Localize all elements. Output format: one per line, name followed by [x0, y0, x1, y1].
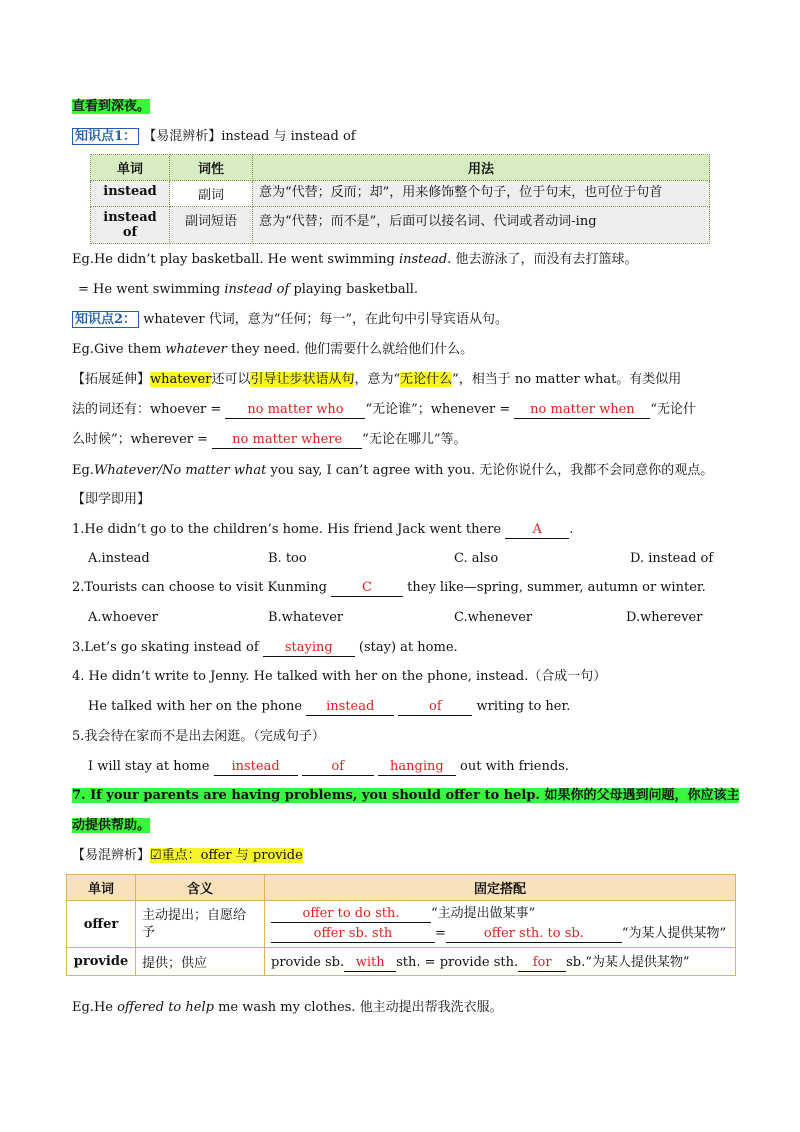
practice-title: 【即学即用】 — [72, 492, 151, 507]
ext-text-2: 还可以 — [211, 372, 251, 387]
diff2-key: ☑重点：offer 与 provide — [150, 848, 303, 863]
q4-end: writing to her. — [472, 699, 571, 714]
question-3 — [72, 638, 458, 658]
t2-header-word: 单词 — [67, 875, 136, 901]
s7-text-2: 动提供帮助。 — [72, 818, 151, 833]
eg4-text: me wash my clothes. 他主动提出帮我洗衣服。 — [213, 1000, 503, 1015]
t2-meaning-provide: 提供；供应 — [136, 948, 265, 976]
offer-meaning-2: “为某人提供某物” — [621, 926, 727, 941]
t1-header-usage: 用法 — [253, 155, 710, 181]
t2-collocation-offer — [265, 901, 736, 948]
q4-stem: He talked with her on the phone — [88, 699, 307, 714]
ext-l2a: 法的词还有：whoever = — [72, 402, 226, 417]
extension-line-2 — [72, 400, 696, 420]
t2-word-provide: provide — [67, 948, 136, 976]
kp1-text: 【易混辨析】instead 与 instead of — [143, 129, 356, 144]
example-4 — [72, 998, 503, 1018]
eg4-italic: offered to help — [117, 1000, 214, 1015]
eg2-text: Eg.Give them — [72, 342, 166, 357]
eg3-text: you say, I can’t agree with you. 无论你说什么，我都不会同意你的观点。 — [266, 463, 714, 478]
offer-meaning-1: “主动提出做某事” — [431, 906, 536, 921]
ext-hl-clause: 引导让步状语从句 — [250, 372, 355, 387]
q1-option-c: C. also — [454, 551, 499, 566]
example-1b — [78, 280, 418, 300]
eg1b-end: playing basketball. — [289, 282, 419, 297]
ext-answer-whoever: no matter who — [225, 402, 365, 419]
example-3 — [72, 461, 713, 481]
ext-label: 【拓展延伸】 — [72, 372, 151, 387]
q2-end: they like—spring, summer, autumn or winter. — [403, 580, 706, 595]
q2-option-b: B.whatever — [268, 610, 344, 625]
offer-provide-table — [66, 874, 736, 976]
question-1 — [72, 520, 573, 540]
q1-option-d: D. instead of — [630, 551, 714, 566]
ext-hl-meaning: 无论什么 — [400, 372, 453, 387]
t2-header-meaning: 含义 — [136, 875, 265, 901]
question-4-answer-line — [88, 697, 570, 717]
extension-line-3 — [72, 430, 466, 450]
t2-meaning-offer: 主动提出；自愿给予 — [136, 901, 265, 948]
t1-header-word: 单词 — [91, 155, 170, 181]
s7-text-1: 7. If your parents are having problems, you should offer to help. 如果你的父母遇到问题，你应该主 — [72, 788, 740, 803]
q1-stem: 1.He didn’t go to the children’s home. His friend Jack went there — [72, 522, 506, 537]
offer-answer-2: offer sb. sth — [271, 926, 435, 943]
eg3-italic: Whatever/No matter what — [93, 463, 267, 478]
q1-option-a: A.instead — [88, 551, 150, 566]
example-2 — [72, 340, 473, 360]
q2-answer: C — [331, 580, 403, 597]
question-4: 4. He didn’t write to Jenny. He talked with her on the phone, instead.（合成一句） — [72, 669, 607, 684]
q5-end: out with friends. — [455, 759, 569, 774]
q4-answer-2: of — [398, 699, 472, 716]
q5-answer-2: of — [302, 759, 374, 776]
example-1a — [72, 250, 637, 270]
t1-header-pos: 词性 — [170, 155, 253, 181]
t1-usage-instead: 意为“代替；反而；却”，用来修饰整个句子，位于句末，也可位于句首 — [253, 181, 710, 207]
t2-collocation-provide — [265, 948, 736, 976]
q5-answer-3: hanging — [378, 759, 456, 776]
provide-answer-1: with — [344, 955, 396, 972]
q3-stem: 3.Let’s go skating instead of — [72, 640, 263, 655]
q2-option-c: C.whenever — [454, 610, 533, 625]
offer-answer-1: offer to do sth. — [271, 906, 431, 923]
eg1a-italic: instead. — [398, 252, 452, 267]
t1-word-instead-of: instead of — [91, 207, 170, 244]
ext-text-4: ”，相当于 no matter what。有类似用 — [452, 372, 682, 387]
q3-answer: staying — [263, 640, 355, 657]
ext-text-3: ，意为“ — [354, 372, 401, 387]
provide-text-1: provide sb. — [271, 955, 345, 970]
kp2-text: whatever 代词，意为“任何；每一”，在此句中引导宾语从句。 — [143, 312, 509, 327]
question-5: 5.我会待在家而不是出去闲逛。（完成句子） — [72, 729, 325, 744]
ext-hl-whatever: whatever — [150, 372, 212, 387]
q2-option-a: A.whoever — [88, 610, 158, 625]
eg2-translation: they need. 他们需要什么就给他们什么。 — [226, 342, 474, 357]
t1-pos-instead: 副词 — [170, 181, 253, 207]
continued-line: 直看到深夜。 — [72, 99, 151, 114]
q1-answer: A — [505, 522, 569, 539]
t2-header-collocation: 固定搭配 — [265, 875, 736, 901]
t2-word-offer: offer — [67, 901, 136, 948]
offer-provide-heading — [72, 846, 303, 866]
ext-answer-wherever: no matter where — [212, 432, 362, 449]
knowledge-point-2 — [72, 310, 508, 330]
eg1b-text: = He went swimming — [78, 282, 225, 297]
offer-equals: = — [435, 926, 446, 941]
ext-l3a: 么时候”；wherever = — [72, 432, 213, 447]
q5-answer-1: instead — [214, 759, 298, 776]
provide-answer-2: for — [518, 955, 566, 972]
q2-stem: 2.Tourists can choose to visit Kunming — [72, 580, 332, 595]
diff2-label: 【易混辨析】 — [72, 848, 151, 863]
extension-line-1 — [72, 370, 681, 390]
eg1a-text: Eg.He didn’t play basketball. He went swimming — [72, 252, 399, 267]
instead-table — [90, 154, 710, 244]
offer-answer-3: offer sth. to sb. — [446, 926, 622, 943]
knowledge-point-1 — [72, 127, 356, 147]
eg4-prefix: Eg.He — [72, 1000, 118, 1015]
question-5-answer-line — [88, 757, 569, 777]
sentence-7-line-2 — [72, 816, 150, 836]
ext-l3b: “无论在哪儿”等。 — [362, 432, 467, 447]
kp2-tag: 知识点2： — [72, 311, 139, 328]
sentence-7-line-1 — [72, 786, 739, 806]
q5-stem: I will stay at home — [88, 759, 214, 774]
q3-end: (stay) at home. — [354, 640, 458, 655]
q1-option-b: B. too — [268, 551, 307, 566]
t1-usage-instead-of: 意为“代替；而不是”，后面可以接名词、代词或者动词-ing — [253, 207, 710, 244]
q2-option-d: D.wherever — [626, 610, 703, 625]
eg3-prefix: Eg. — [72, 463, 94, 478]
ext-l2b: “无论谁”；whenever = — [365, 402, 515, 417]
eg1a-translation: 他去游泳了，而没有去打篮球。 — [451, 252, 638, 267]
q4-answer-1: instead — [306, 699, 394, 716]
t1-word-instead: instead — [91, 181, 170, 207]
ext-answer-whenever: no matter when — [514, 402, 650, 419]
kp1-tag: 知识点1： — [72, 128, 139, 145]
question-2 — [72, 578, 706, 598]
eg1b-italic: instead of — [224, 282, 290, 297]
eg2-italic: whatever — [165, 342, 227, 357]
q1-end: . — [569, 522, 574, 537]
provide-text-2: sth. = provide sth. — [396, 955, 519, 970]
t1-pos-instead-of: 副词短语 — [170, 207, 253, 244]
provide-text-3: sb.“为某人提供某物” — [566, 955, 690, 970]
ext-l2c: “无论什 — [650, 402, 697, 417]
